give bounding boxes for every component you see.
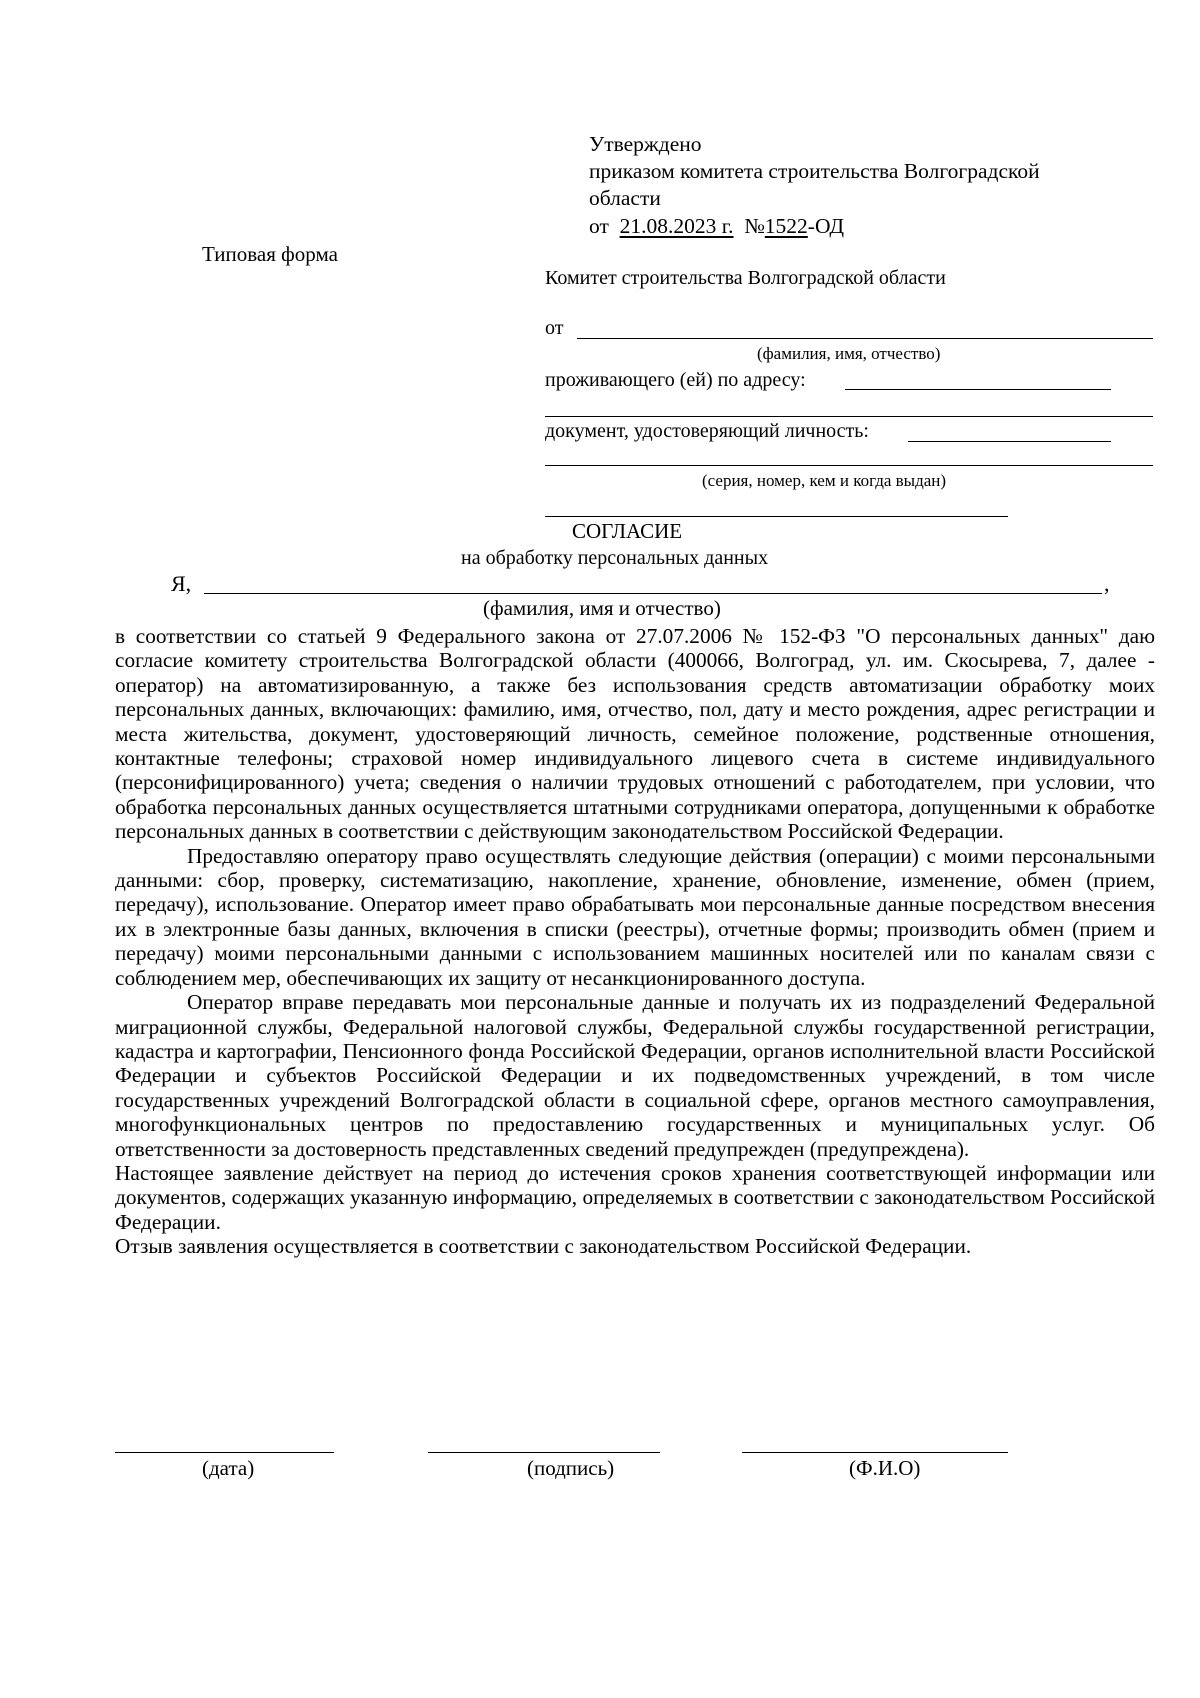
id-document-label: документ, удостоверяющий личность:: [545, 420, 869, 442]
consent-paragraph-4: Настоящее заявление действует на период до истечения сроков хранения соответствующей информации или документов, содержащих указанную информацию, определяемых в соответствии с законодательством Российской Федерации.: [115, 1160, 1155, 1234]
consent-body: [115, 624, 1155, 1259]
date-caption: (дата): [202, 1456, 255, 1480]
id-document-line-2[interactable]: [545, 465, 1153, 466]
from-fio-caption: (фамилия, имя, отчество): [757, 344, 941, 363]
from-fio-line[interactable]: [577, 338, 1153, 339]
id-document-line-3[interactable]: [545, 516, 1008, 517]
approval-number-prefix: №: [744, 214, 765, 238]
declarant-caption: (фамилия, имя и отчество): [483, 596, 721, 620]
date-signature-line[interactable]: [115, 1452, 334, 1453]
address-line-1[interactable]: [845, 389, 1111, 390]
declarant-comma: ,: [1104, 571, 1110, 596]
declarant-fio-line[interactable]: [204, 593, 1102, 594]
approval-number-suffix: -ОД: [807, 214, 845, 238]
from-label: от: [545, 317, 564, 339]
declarant-prefix: Я,: [171, 571, 192, 596]
form-type-label: Типовая форма: [202, 242, 338, 266]
document-subtitle: на обработку персональных данных: [461, 547, 769, 569]
approval-date: 21.08.2023 г.: [619, 214, 734, 238]
consent-paragraph-5: Отзыв заявления осуществляется в соответствии с законодательством Российской Федерации.: [115, 1234, 972, 1259]
document-title: СОГЛАСИЕ: [572, 519, 683, 543]
committee-name: Комитет строительства Волгоградской области: [545, 267, 946, 289]
fio-signature-line[interactable]: [742, 1452, 1008, 1453]
fio-caption: (Ф.И.О): [849, 1456, 921, 1480]
signature-line[interactable]: [428, 1452, 660, 1453]
address-line-2[interactable]: [545, 416, 1153, 417]
consent-paragraph-2: Предоставляю оператору право осуществлять следующие действия (операции) с моими персональными данными: сбор, проверку, систематизацию, накопление, хранение, обновление, изменение, обмен (прием, передачу), использование. Оператор имеет право обрабатывать мои персональные данные посредством внесения их в электронные базы данных, включения в списки (реестры), отчетные формы; производить обмен (прием и передачу) моими персональными данными с использованием машинных носителей или по каналам связи с соблюдением мер, обеспечивающих их защиту от несанкционированного доступа.: [115, 843, 1155, 990]
consent-paragraph-3: Оператор вправе передавать мои персональные данные и получать их из подразделений Федеральной миграционной службы, Федеральной налоговой службы, Федеральной службы государственной регистрации, кадастра и картографии, Пенсионного фонда Российской Федерации, органов исполнительной власти Российской Федерации и субъектов Российской Федерации и их подведомственных учреждений, в том числе государственных учреждений Волгоградской области в социальной сфере, органов местного самоуправления, многофункциональных центров по предоставлению государственных и муниципальных услуг. Об ответственности за достоверность представленных сведений предупрежден (предупреждена).: [115, 990, 1155, 1161]
approval-date-prefix: от: [589, 214, 609, 238]
id-document-line-1[interactable]: [908, 441, 1111, 442]
approval-number: 1522: [764, 214, 808, 238]
consent-paragraph-1: в соответствии со статьей 9 Федерального закона от 27.07.2006 № 152-ФЗ "О персональных данных" даю согласие комитету строительства Волгоградской области (400066, Волгоград, ул. им. Скосырева, 7, далее - оператор) на автоматизированную, а также без использования средств автоматизации обработку моих персональных данных, включающих: фамилию, имя, отчество, пол, дату и место рождения, адрес регистрации и места жительства, документ, удостоверяющий личность, семейное положение, родственные отношения, контактные телефоны; страховой номер индивидуального лицевого счета в системе индивидуального (персонифицированного) учета; сведения о наличии трудовых отношений с работодателем, при условии, что обработка персональных данных осуществляется штатными сотрудниками оператора, допущенными к обработке персональных данных в соответствии с действующим законодательством Российской Федерации.: [115, 624, 1155, 844]
signature-caption: (подпись): [527, 1456, 615, 1480]
id-document-caption: (серия, номер, кем и когда выдан): [702, 471, 947, 490]
approval-region-line: области: [589, 186, 661, 210]
approval-date-line: [589, 216, 844, 238]
approval-order-line: приказом комитета строительства Волгоградской: [589, 159, 1040, 183]
address-label: проживающего (ей) по адресу:: [545, 369, 806, 391]
approval-heading: Утверждено: [589, 132, 702, 156]
